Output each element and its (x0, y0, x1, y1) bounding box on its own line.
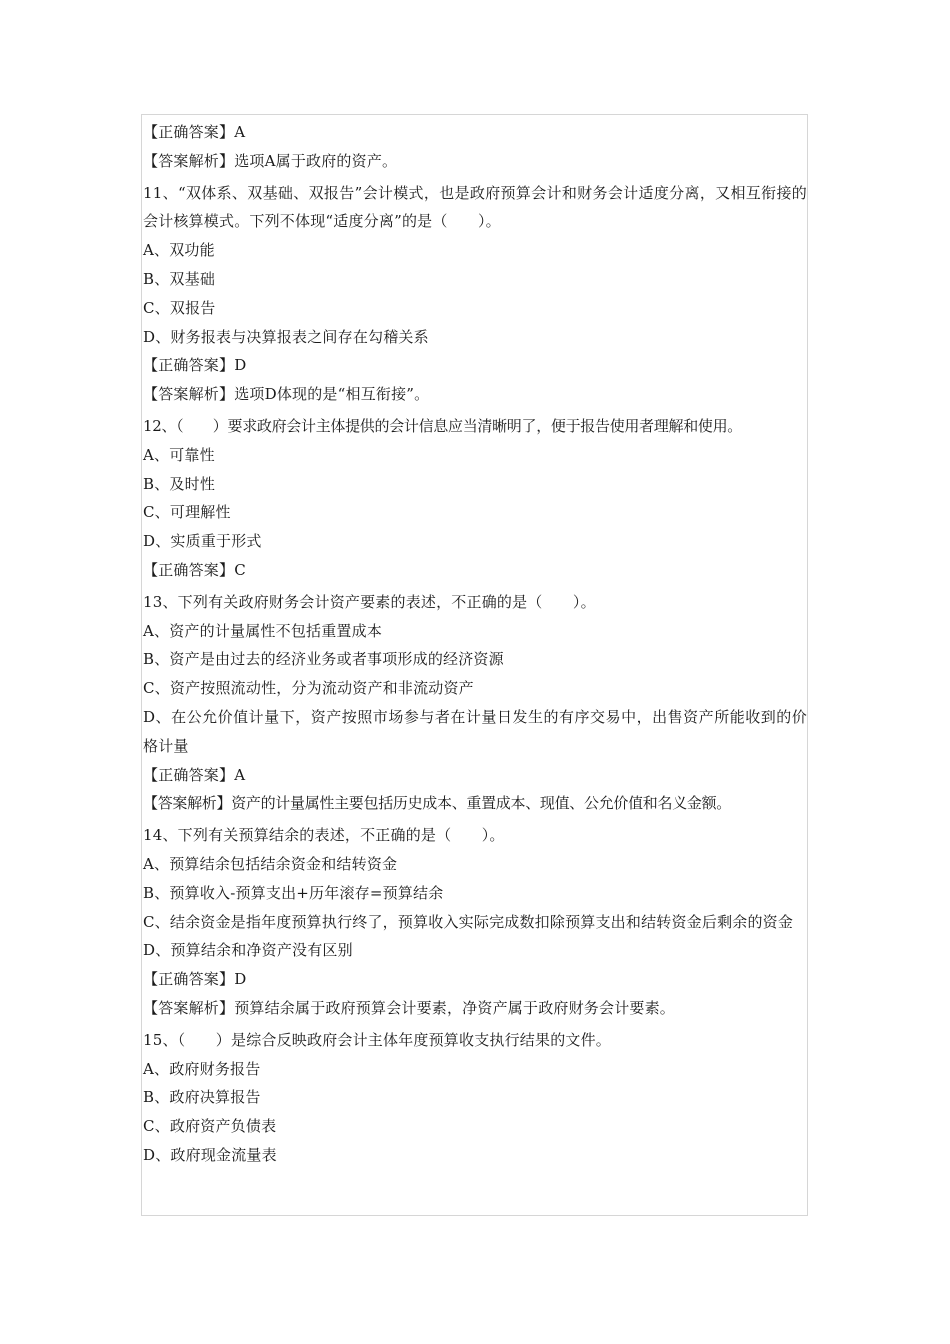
option-a: A、政府财务报告 (143, 1059, 261, 1078)
correct-answer: 【正确答案】C (143, 560, 246, 579)
option-b: B、双基础 (143, 269, 216, 288)
answer-explanation: 【答案解析】选项A属于政府的资产。 (143, 151, 398, 170)
correct-answer: 【正确答案】A (143, 123, 246, 141)
option-a: A、资产的计量属性不包括重置成本 (143, 621, 383, 640)
option-a: A、双功能 (143, 241, 215, 260)
option-c: C、资产按照流动性，分为流动资产和非流动资产 (143, 679, 474, 698)
question-13: 13、下列有关政府财务会计资产要素的表述，不正确的是（ ）。 (143, 592, 596, 611)
option-a: A、可靠性 (143, 445, 215, 464)
question-11: 11、“双体系、双基础、双报告”会计模式，也是政府预算会计和财务会计适度分离，又相互衔接的会计核算模式。下列不体现“适度分离”的是（ ）。 (143, 183, 807, 231)
option-d: D、政府现金流量表 (143, 1145, 277, 1164)
option-d: D、实质重于形式 (143, 532, 262, 551)
option-c: C、双报告 (143, 298, 216, 317)
document-body (143, 118, 807, 1170)
option-d: D、财务报表与决算报表之间存在勾稽关系 (143, 327, 429, 346)
question-15: 15、（ ）是综合反映政府会计主体年度预算收支执行结果的文件。 (143, 1030, 611, 1049)
option-d: D、预算结余和净资产没有区别 (143, 941, 353, 960)
question-12: 12、（ ）要求政府会计主体提供的会计信息应当清晰明了，便于报告使用者理解和使用。 (143, 416, 742, 435)
option-b: B、及时性 (143, 474, 216, 493)
question-14: 14、下列有关预算结余的表述，不正确的是（ ）。 (143, 826, 505, 845)
option-c: C、政府资产负债表 (143, 1117, 277, 1136)
correct-answer: 【正确答案】D (143, 970, 247, 989)
option-b: B、政府决算报告 (143, 1088, 261, 1107)
answer-explanation: 【答案解析】选项D体现的是“相互衔接”。 (143, 385, 430, 404)
option-c: C、可理解性 (143, 503, 231, 522)
option-c: C、结余资金是指年度预算执行终了，预算收入实际完成数扣除预算支出和结转资金后剩余的资金 (143, 912, 794, 931)
correct-answer: 【正确答案】D (143, 356, 247, 375)
correct-answer: 【正确答案】A (143, 765, 246, 784)
answer-explanation: 【答案解析】资产的计量属性主要包括历史成本、重置成本、现值、公允价值和名义金额。 (143, 794, 732, 813)
option-a: A、预算结余包括结余资金和结转资金 (143, 854, 398, 873)
option-d: D、在公允价值计量下，资产按照市场参与者在计量日发生的有序交易中，出售资产所能收到的价格计量 (143, 707, 807, 755)
option-b: B、预算收入-预算支出+历年滚存=预算结余 (143, 883, 444, 902)
answer-explanation: 【答案解析】预算结余属于政府预算会计要素，净资产属于政府财务会计要素。 (143, 998, 676, 1017)
option-b: B、资产是由过去的经济业务或者事项形成的经济资源 (143, 650, 504, 669)
